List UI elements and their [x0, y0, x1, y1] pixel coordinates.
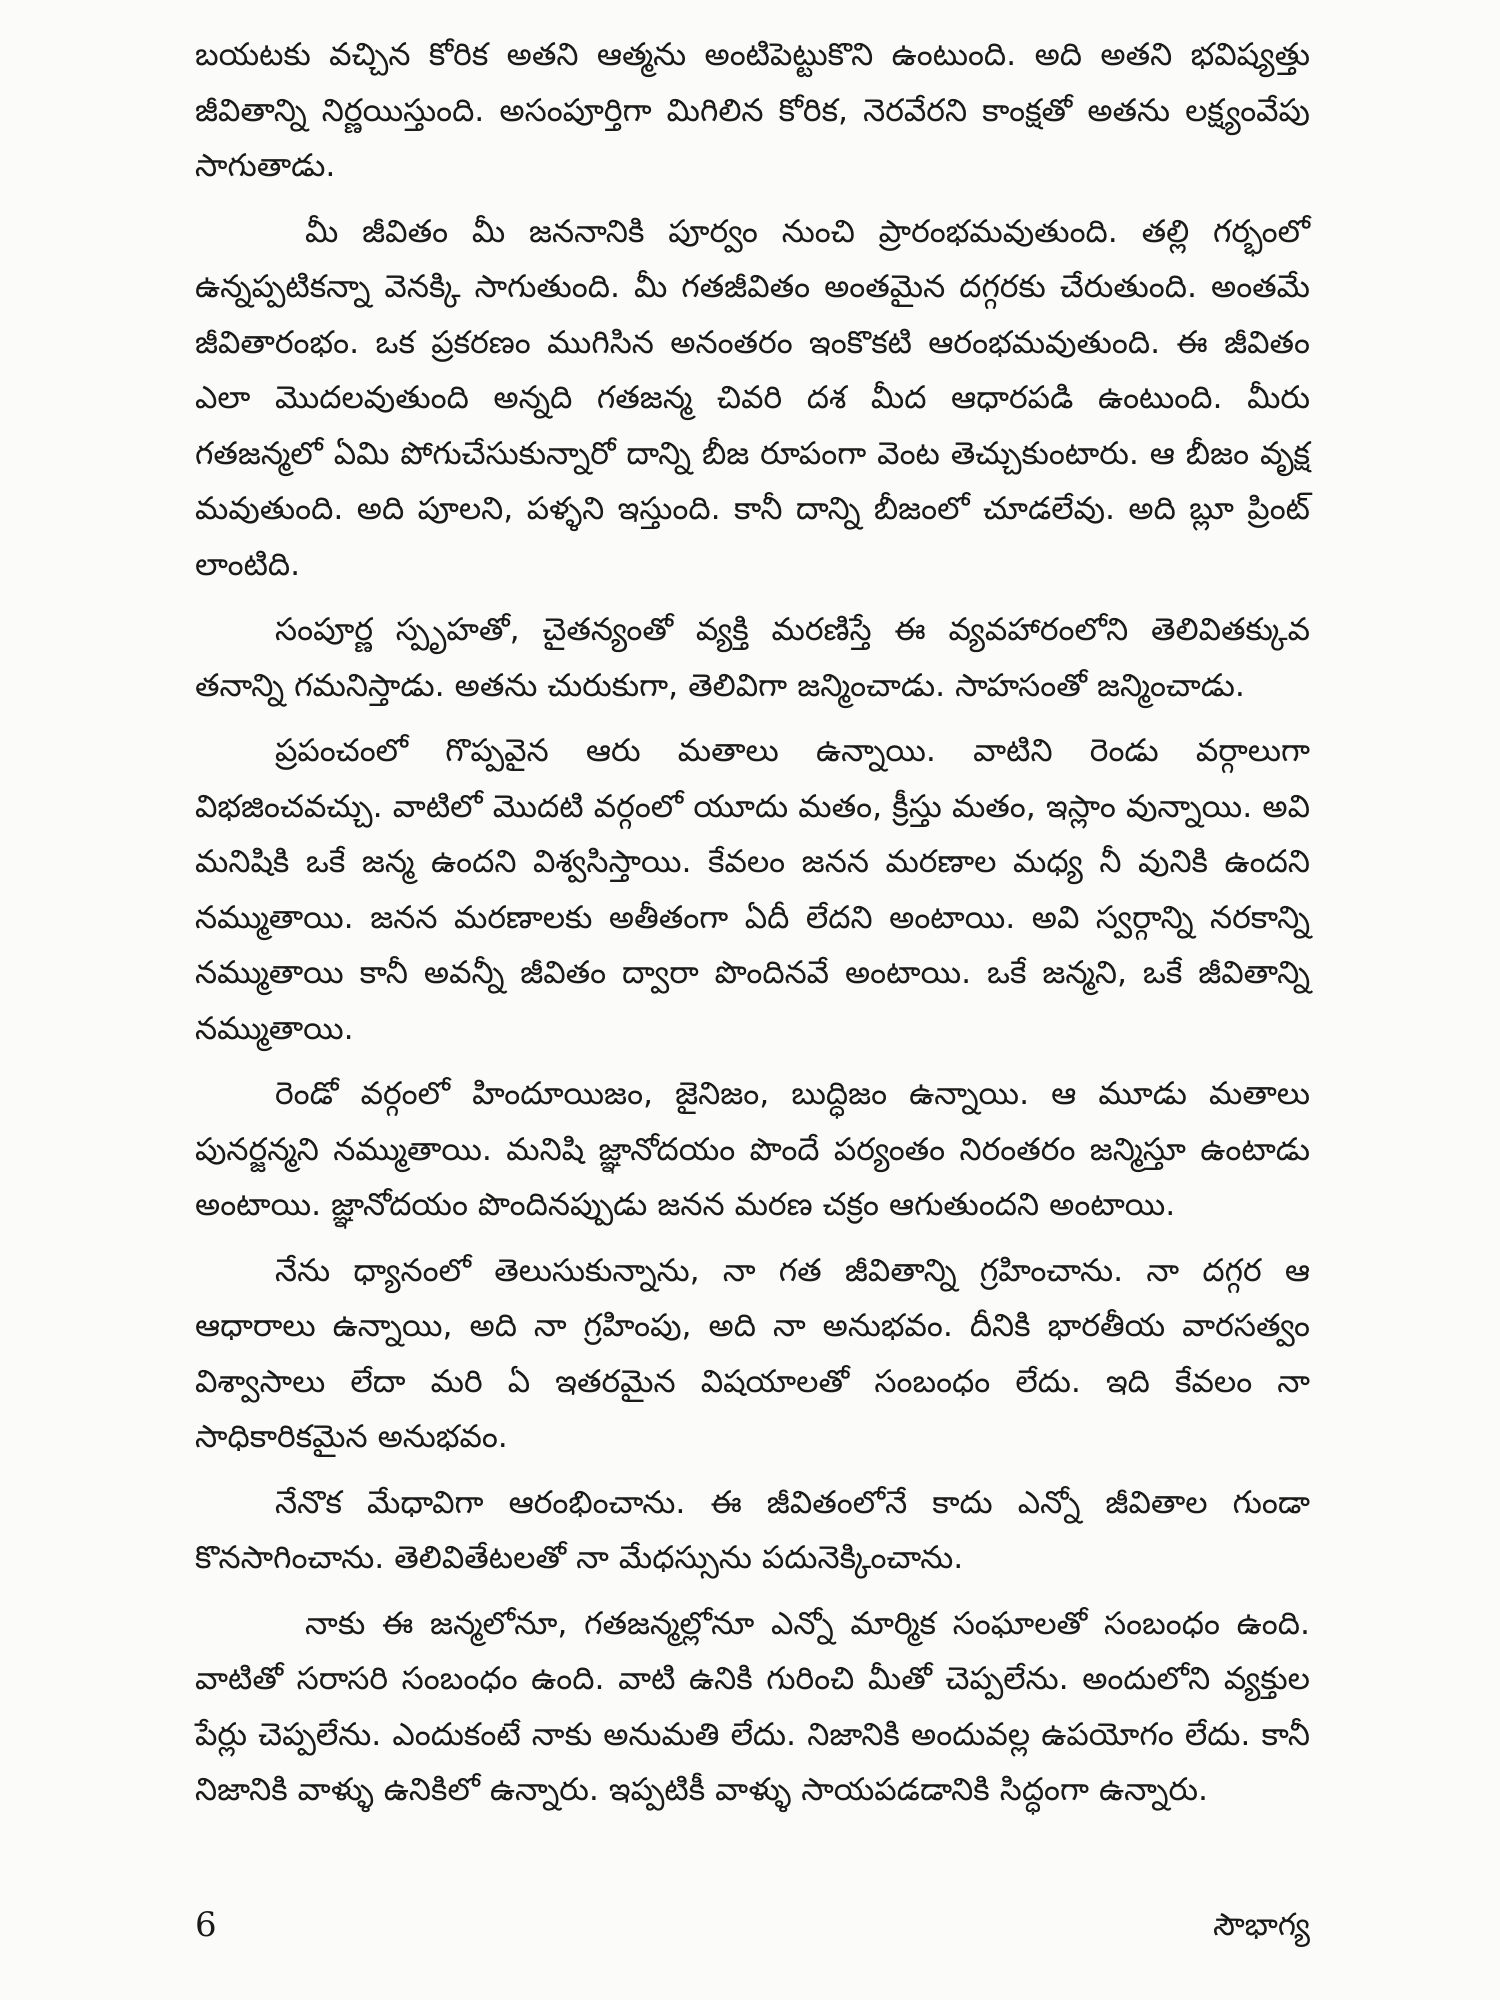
paragraph-7: నేనొక మేధావిగా ఆరంభించాను. ఈ జీవితంలోనే కాదు ఎన్నో జీవితాల గుండా కొనసాగించాను. తెలివితేటలతో నా మేధస్సును పదునెక్కించాను. — [195, 1484, 1310, 1576]
page-number: 6 — [195, 1905, 217, 1945]
paragraph-1: బయటకు వచ్చిన కోరిక అతని ఆత్మను అంటిపెట్టుకొని ఉంటుంది. అది అతని భవిష్యత్తు జీవితాన్ని నిర్ణయిస్తుంది. అసంపూర్తిగా మిగిలిన కోరిక, నెరవేరని కాంక్షతో అతను లక్ష్యంవేపు సాగుతాడు. — [195, 37, 1310, 184]
paragraph-6: నేను ధ్యానంలో తెలుసుకున్నాను, నా గత జీవితాన్ని గ్రహించాను. నా దగ్గర ఆ ఆధారాలు ఉన్నాయి, అది నా గ్రహింపు, అది నా అనుభవం. దీనికి భారతీయ వారసత్వం విశ్వాసాలు లేదా మరి ఏ ఇతరమైన విషయాలతో సంబంధం లేదు. ఇది కేవలం నా సాధికారికమైన అనుభవం. — [195, 1252, 1311, 1455]
running-title: సౌభాగ్య — [1213, 1907, 1310, 1943]
paragraph-8: నాకు ఈ జన్మలోనూ, గతజన్మల్లోనూ ఎన్నో మార్మిక సంఘాలతో సంబంధం ఉంది. వాటితో సరాసరి సంబంధం ఉంది. వాటి ఉనికి గురించి మీతో చెప్పలేను. అందులోని వ్యక్తుల పేర్లు చెప్పలేను. ఎందుకంటే నాకు అనుమతి లేదు. నిజానికి అందువల్ల ఉపయోగం లేదు. కానీ నిజానికి వాళ్ళు ఉనికిలో ఉన్నారు. ఇప్పటికీ వాళ్ళు సాయపడడానికి సిద్ధంగా ఉన్నారు. — [195, 1605, 1310, 1808]
paragraph-4: ప్రపంచంలో గొప్పవైన ఆరు మతాలు ఉన్నాయి. వాటిని రెండు వర్గాలుగా విభజించవచ్చు. వాటిలో మొదటి వర్గంలో యూదు మతం, క్రీస్తు మతం, ఇస్లాం వున్నాయి. అవి మనిషికి ఒకే జన్మ ఉందని విశ్వసిస్తాయి. కేవలం జనన మరణాల మధ్య నీ వునికి ఉందని నమ్ముతాయి. జనన మరణాలకు అతీతంగా ఏదీ లేదని అంటాయి. అవి స్వర్గాన్ని నరకాన్ని నమ్ముతాయి కానీ అవన్నీ జీవితం ద్వారా పొందినవే అంటాయి. ఒకే జన్మని, ఒకే జీవితాన్ని నమ్ముతాయి. — [195, 733, 1310, 1047]
page-footer — [195, 1900, 1310, 1950]
paragraph-5: రెండో వర్గంలో హిందూయిజం, జైనిజం, బుద్ధిజం ఉన్నాయి. ఆ మూడు మతాలు పునర్జన్మని నమ్ముతాయి. మనిషి జ్ఞానోదయం పొందే పర్యంతం నిరంతరం జన్మిస్తూ ఉంటాడు అంటాయి. జ్ఞానోదయం పొందినప్పుడు జనన మరణ చక్రం ఆగుతుందని అంటాయి. — [195, 1076, 1310, 1223]
body-text — [195, 28, 1310, 1829]
paragraph-3: సంపూర్ణ స్పృహతో, చైతన్యంతో వ్యక్తి మరణిస్తే ఈ వ్యవహారంలోని తెలివితక్కువ తనాన్ని గమనిస్తాడు. అతను చురుకుగా, తెలివిగా జన్మించాడు. సాహసంతో జన్మించాడు. — [195, 612, 1310, 704]
paragraph-2: మీ జీవితం మీ జననానికి పూర్వం నుంచి ప్రారంభమవుతుంది. తల్లి గర్భంలో ఉన్నప్పటికన్నా వెనక్కి సాగుతుంది. మీ గతజీవితం అంతమైన దగ్గరకు చేరుతుంది. అంతమే జీవితారంభం. ఒక ప్రకరణం ముగిసిన అనంతరం ఇంకొకటి ఆరంభమవుతుంది. ఈ జీవితం ఎలా మొదలవుతుంది అన్నది గతజన్మ చివరి దశ మీద ఆధారపడి ఉంటుంది. మీరు గతజన్మలో ఏమి పోగుచేసుకున్నారో దాన్ని బీజ రూపంగా వెంట తెచ్చుకుంటారు. ఆ బీజం వృక్ష మవుతుంది. అది పూలని, పళ్ళని ఇస్తుంది. కానీ దాన్ని బీజంలో చూడలేవు. అది బ్లూ ప్రింట్ లాంటిది. — [195, 213, 1310, 583]
